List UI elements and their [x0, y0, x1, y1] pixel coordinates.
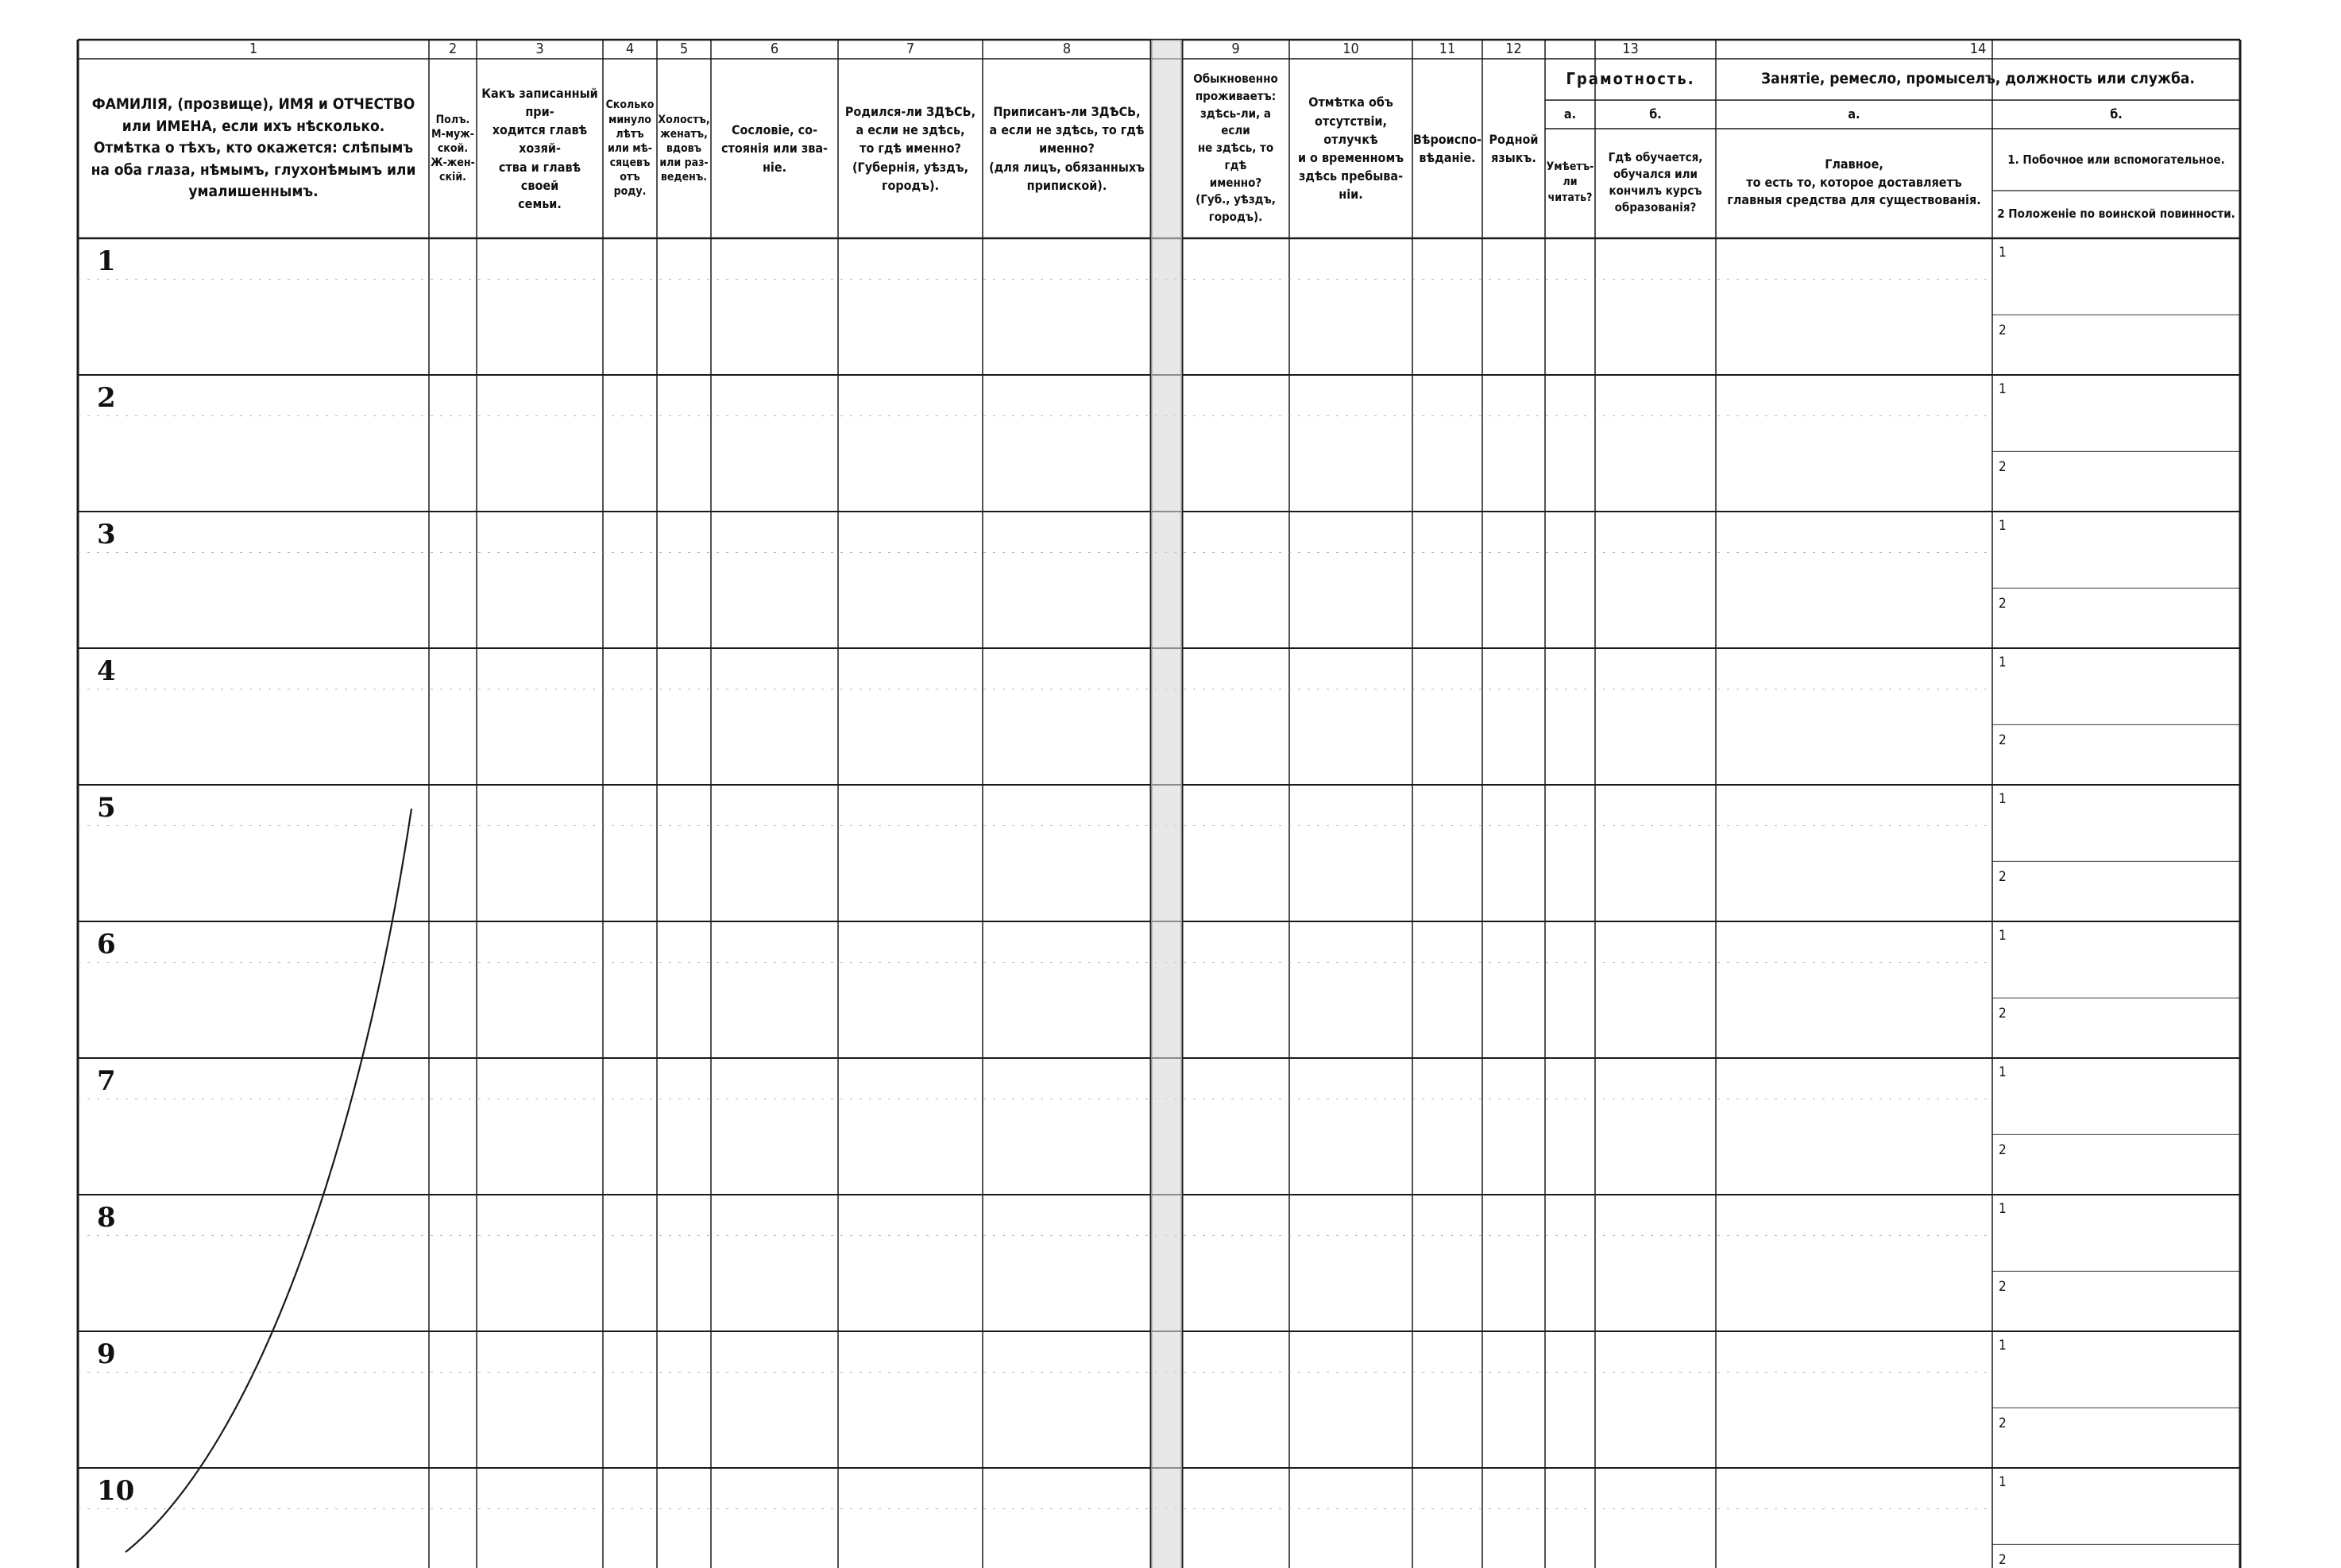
occupation-subrow-marker: 1 — [1999, 1064, 2007, 1080]
row-number: 2 — [97, 382, 116, 414]
header-religion: Вѣроиспо- вѣданіе. — [1412, 131, 1482, 165]
header-secondary-occupation: 1. Побочное или вспомогательное. — [2007, 152, 2225, 167]
occupation-subrow-marker: 2 — [1999, 459, 2007, 476]
header-literacy: Грамотность. — [1566, 69, 1695, 88]
header-marital-status: Холостъ, женатъ, вдовъ или раз- веденъ. — [658, 113, 710, 184]
occupation-subrow-marker: 1 — [1999, 791, 2007, 807]
header-residence: Обыкновенно проживаетъ: здѣсь-ли, а если не здѣсь, то гдѣ именно? (Губ., уѣздъ, городъ). — [1193, 71, 1278, 225]
column-number: 2 — [448, 41, 458, 57]
census-form — [78, 40, 2240, 1568]
row-number: 3 — [97, 519, 116, 550]
occupation-subrow-marker: 1 — [1999, 1201, 2007, 1217]
row-number: 8 — [97, 1202, 116, 1234]
row-number: 6 — [97, 929, 116, 960]
header-age: Сколько минуло лѣтъ или мѣ- сяцевъ отъ роду. — [605, 98, 655, 199]
occupation-subrow-marker: 2 — [1999, 732, 2007, 749]
column-number: 9 — [1231, 41, 1240, 57]
occupation-subrow-marker: 2 — [1999, 1142, 2007, 1159]
occupation-subrow-marker: 1 — [1999, 928, 2007, 944]
column-number: 10 — [1342, 41, 1359, 57]
header-military-status: 2 Положеніе по воинской повинности. — [1997, 206, 2235, 221]
header-literacy-a: а. — [1563, 106, 1577, 122]
occupation-subrow-marker: 1 — [1999, 245, 2007, 261]
column-number: 11 — [1439, 41, 1456, 57]
header-occupation-a: а. — [1848, 106, 1860, 122]
cancellation-stroke — [126, 809, 411, 1552]
row-number: 1 — [97, 245, 116, 277]
occupation-subrow-marker: 2 — [1999, 1279, 2007, 1296]
header-native-language: Родной языкъ. — [1489, 131, 1539, 165]
header-can-read: Умѣетъ- ли читать? — [1546, 160, 1594, 204]
occupation-subrow-marker: 1 — [1999, 655, 2007, 670]
column-number: 1 — [249, 41, 258, 57]
header-birthplace: Родился-ли ЗДѢСЬ, а если не здѣсь, то гдѣ именно? (Губернія, уѣздъ, городъ). — [844, 104, 976, 193]
occupation-subrow-marker: 1 — [1999, 518, 2007, 534]
row-number: 4 — [97, 655, 116, 687]
column-number: 3 — [535, 41, 544, 57]
occupation-subrow-marker: 1 — [1999, 1474, 2007, 1490]
column-number: 13 — [1622, 41, 1639, 57]
occupation-subrow-marker: 2 — [1999, 1552, 2007, 1568]
header-sex: Полъ. М-муж- ской. Ж-жен- скій. — [431, 113, 475, 184]
column-number: 14 — [1969, 41, 1987, 57]
handwritten-entries — [78, 40, 2240, 1568]
header-occupation-b: б. — [2110, 106, 2123, 122]
header-registration: Приписанъ-ли ЗДѢСЬ, а если не здѣсь, то гдѣ именно? (для лицъ, обязанныхъ припиской). — [989, 104, 1145, 193]
occupation-subrow-marker: 2 — [1999, 1415, 2007, 1432]
column-number: 4 — [625, 41, 635, 57]
header-absence: Отмѣтка объ отсутствіи, отлучкѣ и о временномъ здѣсь пребыва- ніи. — [1297, 95, 1404, 203]
row-number: 7 — [97, 1065, 116, 1097]
header-main-occupation: Главное, то есть то, которое доставляетъ главныя средства для существованія. — [1727, 156, 1981, 208]
occupation-subrow-marker: 2 — [1999, 869, 2007, 886]
column-number: 5 — [679, 41, 689, 57]
header-surname-name: ФАМИЛІЯ, (прозвище), ИМЯ и ОТЧЕСТВО или ИМЕНА, если ихъ нѣсколько. Отмѣтка о тѣхъ, кто окажется: слѣпымъ на оба глаза, нѣмымъ, глухонѣмымъ или умалишеннымъ. — [91, 95, 416, 201]
header-education: Гдѣ обучается, обучался или кончилъ курсъ образованія? — [1608, 150, 1703, 214]
column-number: 6 — [770, 41, 779, 57]
occupation-subrow-marker: 1 — [1999, 381, 2007, 397]
column-number: 12 — [1505, 41, 1522, 57]
header-literacy-b: б. — [1649, 106, 1662, 122]
row-number: 10 — [97, 1475, 135, 1507]
occupation-subrow-marker: 2 — [1999, 596, 2007, 612]
header-occupation: Занятіе, ремесло, промыселъ, должность или служба. — [1761, 69, 2195, 87]
row-number: 9 — [97, 1338, 116, 1370]
header-relation: Какъ записанный при- ходится главѣ хозяй- ства и главѣ своей семьи. — [481, 85, 598, 211]
column-number: 7 — [906, 41, 915, 57]
occupation-subrow-marker: 2 — [1999, 322, 2007, 339]
row-number: 5 — [97, 792, 116, 824]
header-estate: Сословіе, со- стоянія или зва- ніе. — [720, 122, 829, 175]
column-number: 8 — [1062, 41, 1072, 57]
occupation-subrow-marker: 2 — [1999, 1006, 2007, 1022]
occupation-subrow-marker: 1 — [1999, 1338, 2007, 1354]
